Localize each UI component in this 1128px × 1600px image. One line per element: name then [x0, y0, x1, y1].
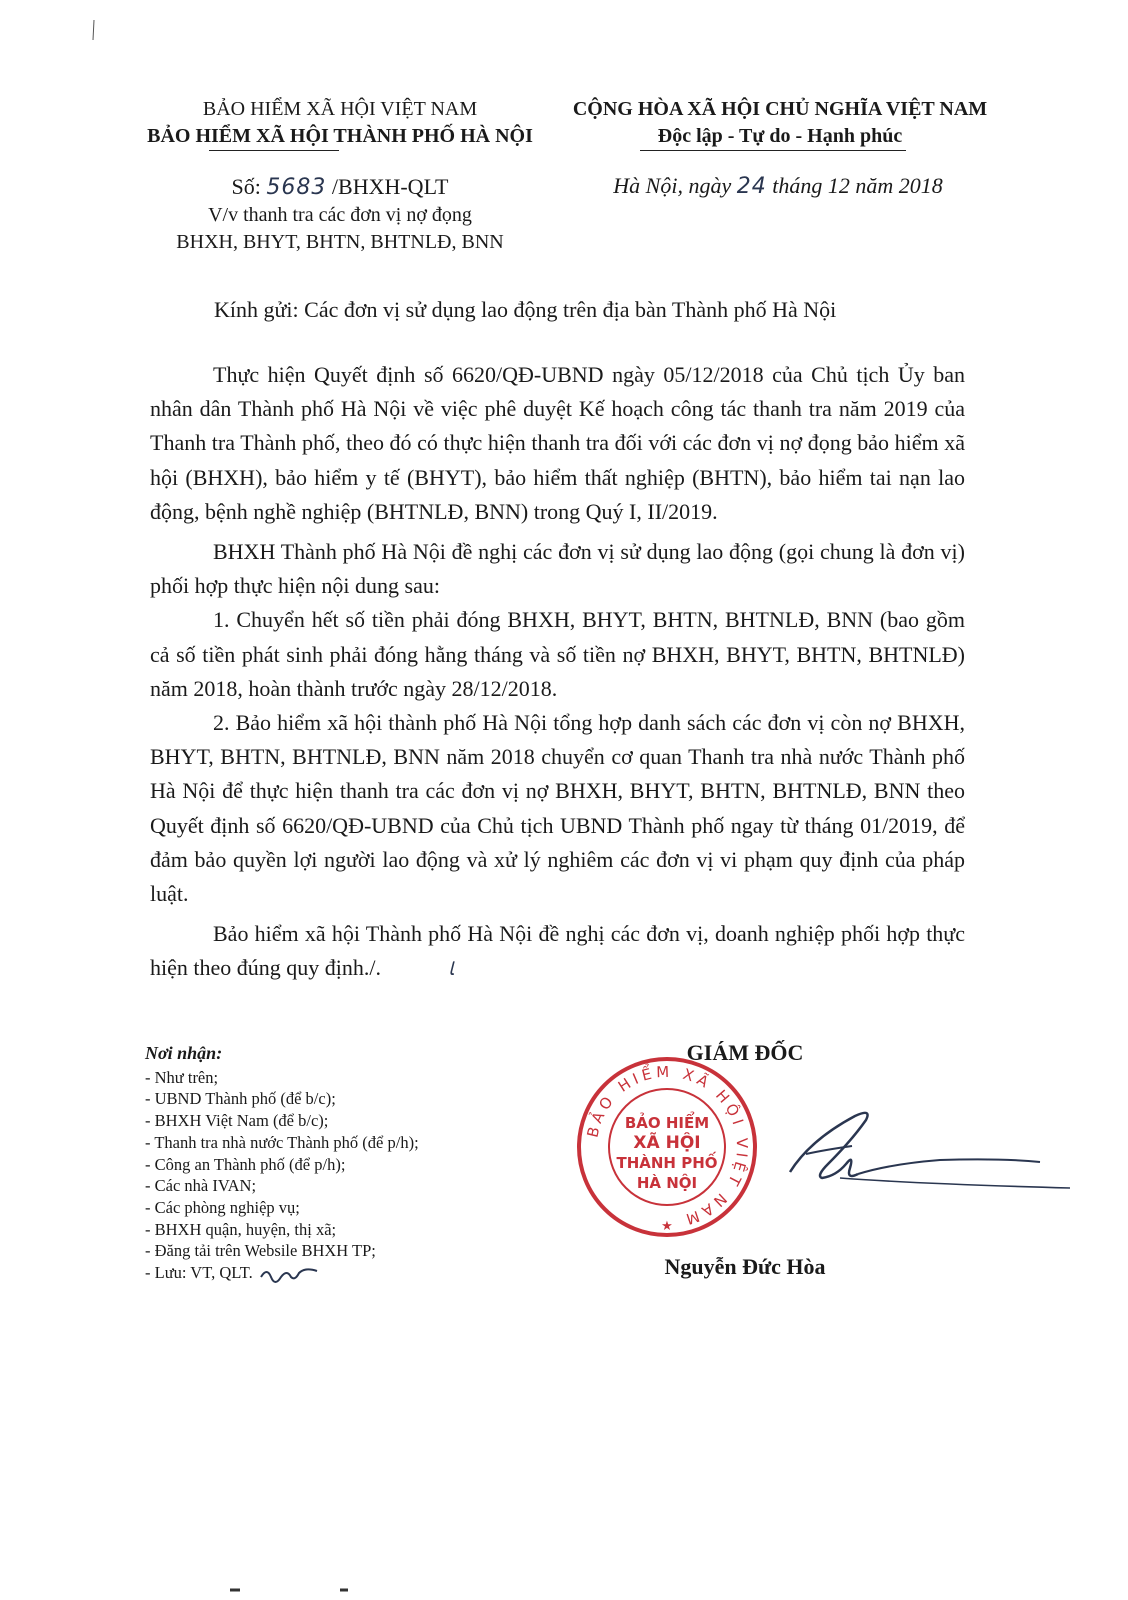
- recipient-item: - Các nhà IVAN;: [145, 1176, 257, 1196]
- body-paragraph: Thực hiện Quyết định số 6620/QĐ-UBND ngày 05/12/2018 của Chủ tịch Ủy ban nhân dân Thành phố Hà Nội về việc phê duyệt Kế hoạch công tác thanh tra năm 2019 của Thanh tra Thành phố, theo đó có thực hiện thanh tra đối với các đơn vị nợ đọng bảo hiểm xã hội (BHXH), bảo hiểm y tế (BHYT), bảo hiểm thất nghiệp (BHTN), bảo hiểm tai nạn lao động, bệnh nghề nghiệp (BHTNLĐ, BNN) trong Quý I, II/2019.: [150, 362, 965, 524]
- seal-line-3: THÀNH PHỐ: [616, 1154, 718, 1172]
- motto-underline: [640, 150, 906, 151]
- document-reference: [135, 173, 545, 256]
- subject-line-2: BHXH, BHYT, BHTN, BHTNLĐ, BNN: [176, 231, 504, 253]
- document-number-suffix: /BHXH-QLT: [331, 174, 449, 199]
- recipient-item-text: - Lưu: VT, QLT.: [145, 1263, 253, 1283]
- recipient-item: - Như trên;: [145, 1067, 219, 1087]
- seal-outer-text: BẢO HIỂM XÃ HỘI VIỆT NAM: [583, 1062, 752, 1230]
- issue-date: [588, 173, 968, 199]
- initials-scribble-icon: [259, 1265, 319, 1283]
- recipient-item: [145, 1262, 585, 1284]
- closing-text: Bảo hiểm xã hội Thành phố Hà Nội đề nghị các đơn vị, doanh nghiệp phối hợp thực hiện theo đúng quy định./.: [150, 921, 965, 981]
- body-paragraph: BHXH Thành phố Hà Nội đề nghị các đơn vị sử dụng lao động (gọi chung là đơn vị) phối hợp thực hiện nội dung sau:: [150, 539, 965, 599]
- recipients-list: [145, 1043, 585, 1284]
- body-paragraph: 1. Chuyển hết số tiền phải đóng BHXH, BHYT, BHTN, BHTNLĐ, BNN (bao gồm cả số tiền phát sinh phải đóng hằng tháng và số tiền nợ BHXH, BHYT, BHTN, BHTNLĐ) năm 2018, hoàn thành trước ngày 28/12/2018.: [150, 607, 965, 701]
- issuing-organization: [130, 96, 550, 150]
- subject-line-1: V/v thanh tra các đơn vị nợ đọng: [208, 204, 472, 226]
- closing-paragraph: [150, 917, 965, 987]
- organization-underline: [209, 150, 339, 151]
- seal-star-icon: ★: [661, 1219, 673, 1234]
- body-paragraph: 2. Bảo hiểm xã hội thành phố Hà Nội tổng hợp danh sách các đơn vị còn nợ BHXH, BHYT, BHTN, BHTNLĐ, BNN năm 2018 chuyển cơ quan Thanh tra nhà nước Thành phố Hà Nội để thực hiện thanh tra các đơn vị nợ BHXH, BHYT, BHTN, BHTNLĐ, BNN theo Quyết định số 6620/QĐ-UBND của Chủ tịch UBND Thành phố ngay từ tháng 01/2019, để đảm bảo quyền lợi người lao động và xử lý nghiêm các đơn vị vi phạm quy định của pháp luật.: [150, 710, 965, 907]
- handwritten-mark-icon: ﺎ: [447, 959, 454, 981]
- national-motto: Độc lập - Tự do - Hạnh phúc: [657, 125, 903, 147]
- document-number: [135, 173, 545, 202]
- handwritten-signature: [640, 1080, 1080, 1220]
- seal-line-2: XÃ HỘI: [633, 1133, 701, 1153]
- date-day: 24: [736, 174, 767, 199]
- organization-name: BẢO HIỂM XÃ HỘI THÀNH PHỐ HÀ NỘI: [147, 125, 533, 147]
- recipient-item: - Đăng tải trên Websile BHXH TP;: [145, 1241, 376, 1261]
- date-suffix: tháng 12 năm 2018: [772, 173, 943, 198]
- salutation: Kính gửi: Các đơn vị sử dụng lao động trên địa bàn Thành phố Hà Nội: [214, 297, 837, 322]
- recipient-item: - Các phòng nghiệp vụ;: [145, 1197, 300, 1217]
- recipient-item: - Công an Thành phố (để p/h);: [145, 1154, 346, 1174]
- scan-edge: [0, 1588, 1128, 1592]
- date-prefix: Hà Nội, ngày: [613, 173, 732, 198]
- parent-organization: BẢO HIỂM XÃ HỘI VIỆT NAM: [202, 98, 478, 120]
- nation-name: CỘNG HÒA XÃ HỘI CHỦ NGHĨA VIỆT NAM: [572, 98, 988, 120]
- seal-line-4: HÀ NỘI: [636, 1174, 698, 1192]
- signer-title: GIÁM ĐỐC: [686, 1040, 804, 1065]
- letter-body: [150, 358, 965, 988]
- document-number-label: Số:: [231, 174, 261, 199]
- national-heading: [560, 96, 1000, 150]
- recipient-item: - BHXH quận, huyện, thị xã;: [145, 1219, 337, 1239]
- document-number-value: 5683: [266, 175, 327, 200]
- recipient-item: - BHXH Việt Nam (để b/c);: [145, 1111, 329, 1131]
- seal-line-1: BẢO HIỂM: [624, 1114, 710, 1132]
- recipient-item: - Thanh tra nhà nước Thành phố (để p/h);: [145, 1132, 419, 1152]
- recipient-item: - UBND Thành phố (để b/c);: [145, 1089, 336, 1109]
- recipients-title: Nơi nhận:: [145, 1043, 223, 1063]
- scan-mark: [92, 20, 96, 40]
- signer-name: Nguyễn Đức Hòa: [664, 1254, 826, 1279]
